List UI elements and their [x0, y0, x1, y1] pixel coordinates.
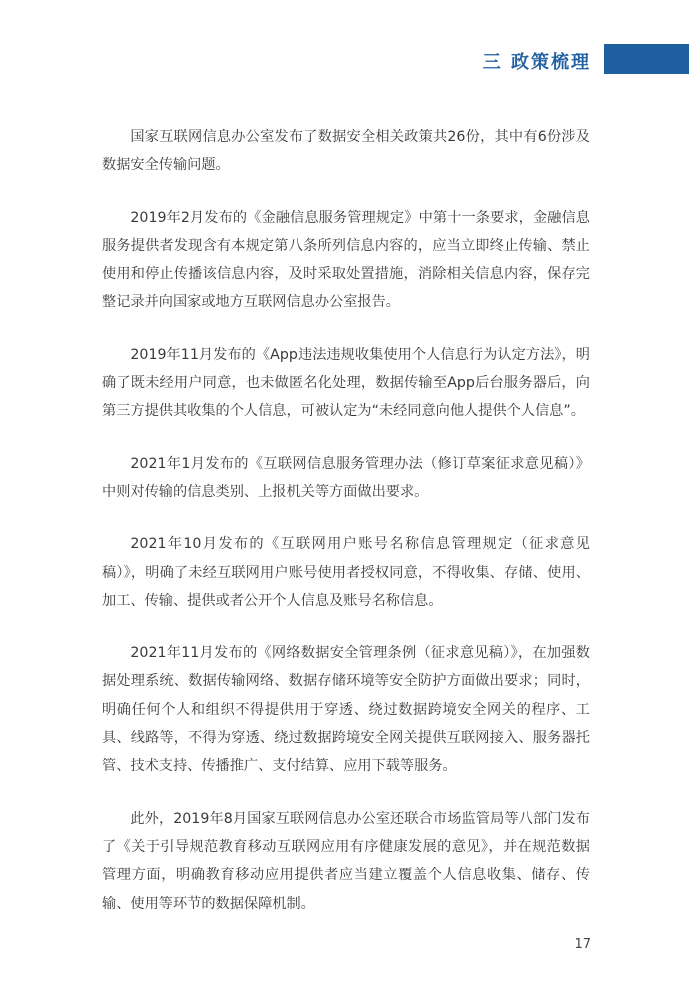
paragraph: 2021年1月发布的《互联网信息服务管理办法（修订草案征求意见稿）》中则对传输的信息类别、上报机关等方面做出要求。 — [102, 455, 590, 500]
paragraph: 此外，2019年8月国家互联网信息办公室还联合市场监管局等八部门发布了《关于引导规范教育移动互联网应用有序健康发展的意见》，并在规范数据管理方面，明确教育移动应用提供者应当建立覆盖个人信息收集、储存、传输、使用等环节的数据保障机制。 — [102, 810, 590, 912]
paragraph: 2021年10月发布的《互联网用户账号名称信息管理规定（征求意见稿）》，明确了未经互联网用户账号使用者授权同意，不得收集、存储、使用、加工、传输、提供或者公开个人信息及账号名称信息。 — [102, 536, 590, 609]
paragraph: 国家互联网信息办公室发布了数据安全相关政策共26份，其中有6份涉及数据安全传输问题。 — [102, 129, 590, 174]
paragraph: 2021年11月发布的《网络数据安全管理条例（征求意见稿）》，在加强数据处理系统、数据传输网络、数据存储环境等安全防护方面做出要求；同时，明确任何个人和组织不得提供用于穿透、绕过数据跨境安全网关的程序、工具、线路等，不得为穿透、绕过数据跨境安全网关提供互联网接入、服务器托管、技术支持、传播推广、支付结算、应用下载等服务。 — [102, 645, 590, 775]
page-number: 17 — [574, 937, 591, 952]
body-text — [102, 123, 590, 942]
section-accent-bar — [604, 44, 689, 74]
paragraph: 2019年11月发布的《App违法违规收集使用个人信息行为认定方法》，明确了既未经用户同意，也未做匿名化处理，数据传输至App后台服务器后，向第三方提供其收集的个人信息，可被认定为“未经同意向他人提供个人信息”。 — [102, 346, 590, 420]
section-title: 三 政策梳理 — [482, 52, 591, 73]
paragraph: 2019年2月发布的《金融信息服务管理规定》中第十一条要求，金融信息服务提供者发现含有本规定第八条所列信息内容的，应当立即终止传输、禁止使用和停止传播该信息内容，及时采取处置措施，消除相关信息内容，保存完整记录并向国家或地方互联网信息办公室报告。 — [102, 209, 590, 311]
